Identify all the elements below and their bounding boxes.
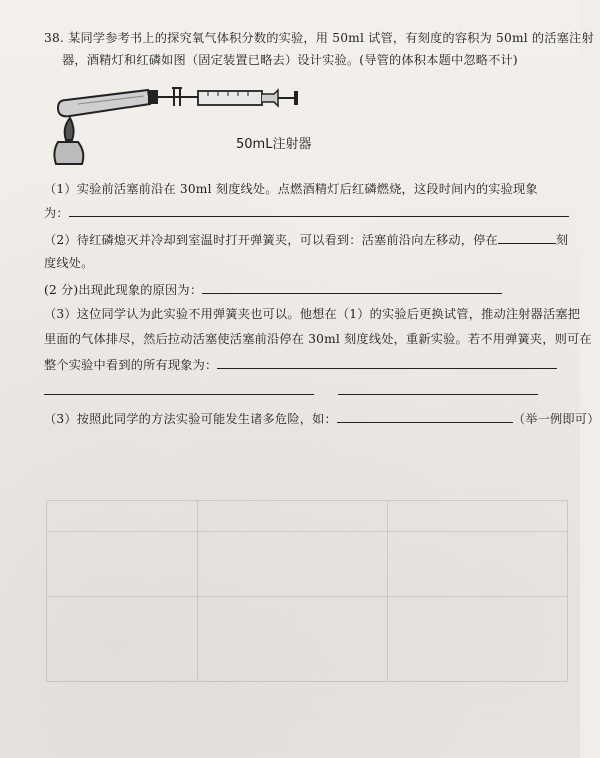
question-number: 38. bbox=[44, 31, 64, 45]
q2-suffix: 刻 bbox=[555, 233, 569, 247]
q2-line-1 bbox=[44, 231, 568, 248]
q2-scale-blank[interactable] bbox=[498, 231, 556, 244]
syringe-icon bbox=[198, 90, 298, 106]
q4-answer-blank[interactable] bbox=[337, 410, 513, 423]
question-intro-line-2: 器，酒精灯和红磷如图（固定装置已略去）设计实验。(导管的体积本题中忽略不计) bbox=[62, 53, 518, 67]
q3-line-2: 里面的气体排尽，然后拉动活塞使活塞前沿停在 30ml 刻度线处，重新实验。若不用弹簧夹，则可在 bbox=[44, 332, 592, 346]
q3-answer-blank-2[interactable] bbox=[44, 382, 314, 395]
q1-line-2 bbox=[44, 204, 569, 221]
q1-line-1: （1）实验前活塞前沿在 30ml 刻度线处。点燃酒精灯后红磷燃烧，这段时间内的实验现象 bbox=[44, 182, 538, 196]
q1-answer-blank[interactable] bbox=[69, 204, 569, 217]
apparatus-diagram bbox=[48, 82, 308, 172]
q3-answer-blank-3[interactable] bbox=[338, 382, 538, 395]
figure-caption: 50mL注射器 bbox=[236, 137, 312, 152]
q4-line bbox=[44, 410, 600, 427]
q1-answer-label: 为： bbox=[44, 206, 69, 220]
question-intro-text-1: 某同学参考书上的探究氧气体积分数的实验，用 50ml 试管，有刻度的容积为 50ml 的活塞注射 bbox=[68, 31, 594, 45]
q2-reason-label: (2 分)出现此现象的原因为： bbox=[44, 283, 203, 297]
question-intro-line-1 bbox=[44, 30, 594, 46]
q4-suffix: （举一例即可） bbox=[512, 412, 600, 426]
q2-text: （2）待红磷熄灭并冷却到室温时打开弹簧夹，可以看到：活塞前沿向左移动，停在 bbox=[44, 233, 498, 247]
test-tube-icon bbox=[58, 90, 150, 116]
q3-line-1: （3）这位同学认为此实验不用弹簧夹也可以。他想在（1）的实验后更换试管，推动注射器活塞把 bbox=[44, 307, 581, 321]
q2-reason-blank[interactable] bbox=[202, 281, 502, 294]
q3-answer-blank-1[interactable] bbox=[217, 356, 557, 369]
alcohol-lamp-icon bbox=[54, 118, 83, 164]
bleed-through-table bbox=[46, 500, 568, 682]
q4-label: （3）按照此同学的方法实验可能发生诸多危险，如： bbox=[44, 412, 337, 426]
q3-line-3 bbox=[44, 356, 557, 373]
q3-answer-label: 整个实验中看到的所有现象为： bbox=[44, 358, 218, 372]
q2-reason-line bbox=[44, 281, 502, 298]
q2-line-2: 度线处。 bbox=[44, 256, 94, 270]
q3-answer-line-2 bbox=[44, 382, 538, 399]
rubber-stopper-icon bbox=[148, 90, 158, 104]
